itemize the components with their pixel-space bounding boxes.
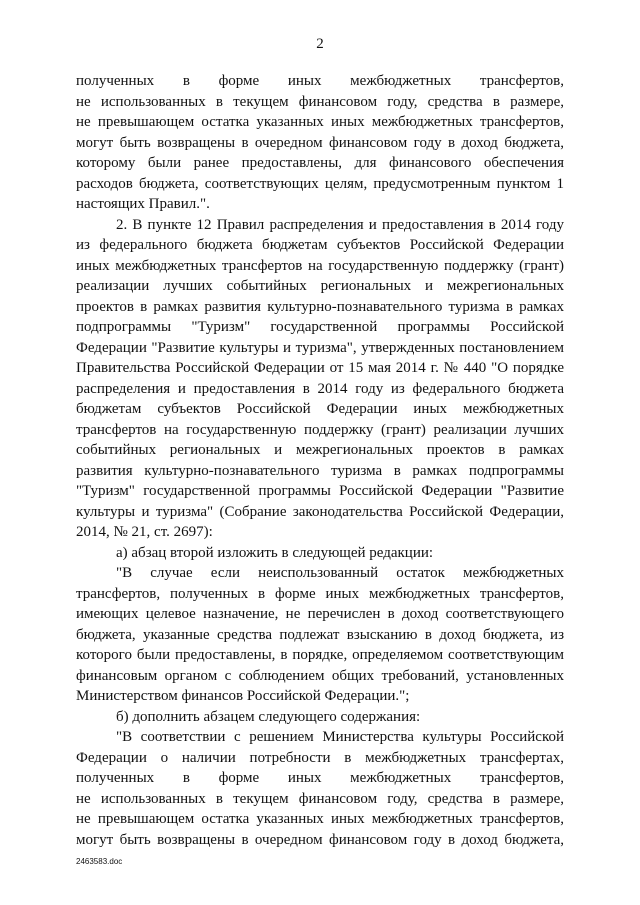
text-line: финансовым органом с соблюдением общих требований, установленных [76, 667, 564, 684]
text-line: подпрограммы "Туризм" государственной программы Российской [76, 319, 564, 335]
text-line: событийных региональных и межрегиональных проектов в рамках [76, 442, 564, 458]
text-line: реализации лучших событийных региональных и межрегиональных [76, 278, 564, 294]
text-line: бюджета, указанные средства подлежат взысканию в доход бюджета, из [76, 626, 564, 643]
text-line: полученных в форме иных межбюджетных трансфертов, [76, 73, 564, 89]
text-line: которого были предоставлены, в порядке, определяемом соответствующим [76, 647, 564, 663]
text-line: 2014, № 21, ст. 2697): [76, 524, 213, 540]
text-line: могут быть возвращены в очередном финансовом году в доход бюджета, [76, 831, 564, 848]
text-line: Правительства Российской Федерации от 15 мая 2014 г. № 440 "О порядке [76, 360, 564, 376]
text-line: не превышающем остатка указанных иных межбюджетных трансфертов, [76, 811, 564, 827]
text-line: а) абзац второй изложить в следующей редакции: [116, 544, 434, 561]
text-line: "В случае если неиспользованный остаток межбюджетных [116, 565, 564, 581]
text-line: бюджетам субъектов Российской Федерации иных межбюджетных [76, 401, 564, 417]
document-file-code: 2463583.doc [76, 857, 123, 866]
document-body [76, 71, 564, 850]
page-number: 2 [316, 36, 324, 52]
text-line: полученных в форме иных межбюджетных трансфертов, [76, 770, 564, 786]
text-line: иных межбюджетных трансфертов на государственную поддержку (грант) [76, 257, 564, 274]
text-line: Федерации "Развитие культуры и туризма", утвержденных постановлением [76, 339, 564, 356]
text-line: могут быть возвращены в очередном финансовом году в доход бюджета, [76, 134, 564, 151]
text-line: не превышающем остатка указанных иных межбюджетных трансфертов, [76, 114, 564, 130]
text-line: расходов бюджета, соответствующих целям, предусмотренным пунктом 1 [76, 175, 564, 192]
text-line: "Туризм" государственной программы Российской Федерации "Развитие [76, 483, 564, 499]
text-line: не использованных в текущем финансовом году, средства в размере, [76, 790, 564, 807]
text-line: трансфертов на государственную поддержку (грант) реализации лучших [76, 421, 564, 438]
text-line: культуры и туризма" (Собрание законодательства Российской Федерации, [76, 503, 564, 520]
text-line: проектов в рамках развития культурно-познавательного туризма в рамках [76, 298, 564, 315]
text-line: распределения и предоставления в 2014 году из федерального бюджета [76, 380, 564, 397]
text-line: 2. В пункте 12 Правил распределения и предоставления в 2014 году [116, 216, 564, 233]
text-line: из федерального бюджета бюджетам субъектов Российской Федерации [76, 237, 564, 253]
text-line: развития культурно-познавательного туризма в рамках подпрограммы [76, 462, 564, 479]
text-line: трансфертов, полученных в форме иных межбюджетных трансфертов, [76, 585, 564, 602]
text-line: не использованных в текущем финансовом году, средства в размере, [76, 93, 564, 110]
text-line: которому были ранее предоставлены, для финансового обеспечения [76, 155, 564, 171]
text-line: настоящих Правил.". [76, 196, 210, 212]
text-line: б) дополнить абзацем следующего содержания: [116, 708, 421, 725]
text-line: "В соответствии с решением Министерства культуры Российской [116, 729, 564, 745]
text-line: Министерством финансов Российской Федерации."; [76, 688, 410, 704]
text-line: Федерации о наличии потребности в межбюджетных трансфертах, [76, 749, 564, 766]
text-line: имеющих целевое назначение, не перечислен в доход соответствующего [76, 606, 564, 622]
